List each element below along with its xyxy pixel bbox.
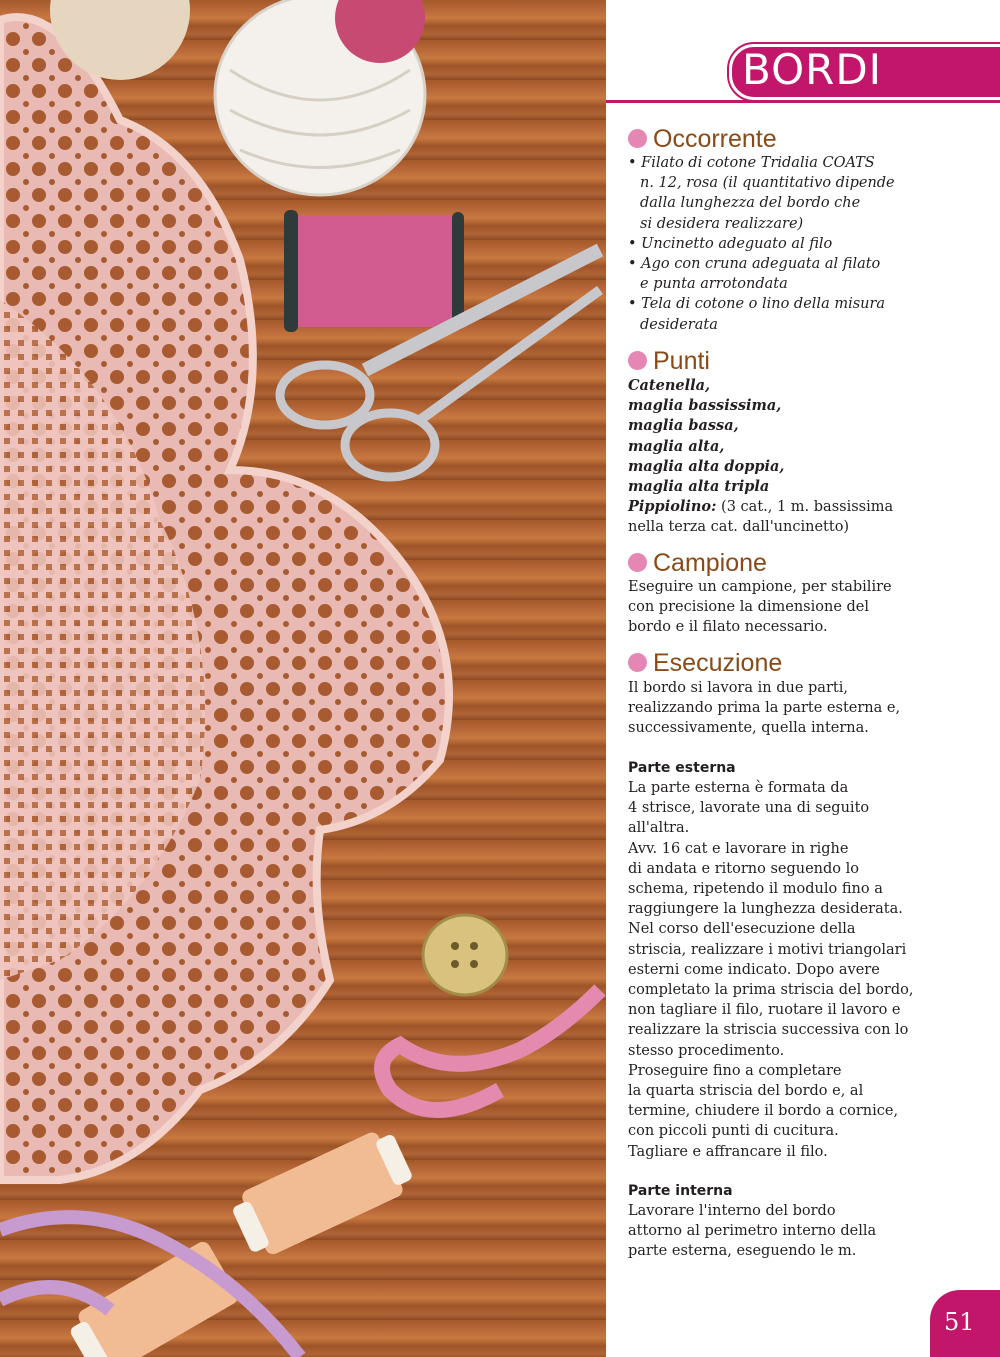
list-item: n. 12, rosa (il quantitativo dipende <box>640 175 895 192</box>
list-item: maglia alta, <box>628 437 725 455</box>
heading-parte-esterna: Parte esterna <box>628 760 736 776</box>
list-item: maglia alta tripla <box>628 478 770 496</box>
list-item: maglia alta doppia, <box>628 457 785 475</box>
campione-text: Eseguire un campione, per stabilire con precisione la dimensione del bordo e il filato necessario. <box>628 579 892 636</box>
heading-parte-interna: Parte interna <box>628 1183 733 1199</box>
bullet-dot-icon <box>628 553 647 572</box>
heading-occorrente: Occorrente <box>628 124 777 154</box>
list-item: • Uncinetto adeguato al filo <box>628 235 833 252</box>
pippiolino-label: Pippiolino: <box>628 498 717 515</box>
title-rule <box>606 100 1000 103</box>
pink-floss <box>382 990 600 1110</box>
button <box>423 915 507 995</box>
list-item: dalla lunghezza del bordo che <box>640 195 861 212</box>
heading-campione: Campione <box>628 548 767 578</box>
bullet-dot-icon <box>628 129 647 148</box>
bullet-dot-icon <box>628 653 647 672</box>
list-item: • Ago con cruna adeguata al filato <box>628 256 881 273</box>
punti-list <box>628 376 784 497</box>
list-item: maglia bassa, <box>628 417 739 435</box>
page-number: 51 <box>944 1308 975 1336</box>
bullet-dot-icon <box>628 351 647 370</box>
page-title: BORDI <box>742 45 883 94</box>
occorrente-list <box>628 153 895 335</box>
list-item: maglia bassissima, <box>628 397 782 415</box>
list-item: • Tela di cotone o lino della misura <box>628 296 886 313</box>
list-item: e punta arrotondata <box>640 276 788 293</box>
pink-thread-spool <box>288 215 458 327</box>
parte-interna-text: Lavorare l'interno del bordo attorno al perimetro interno della parte esterna, eseguendo le m. <box>628 1203 877 1260</box>
peach-thread-spool <box>227 1124 418 1263</box>
heading-esecuzione: Esecuzione <box>628 648 782 678</box>
list-item: desiderata <box>640 316 718 333</box>
list-item: Catenella, <box>628 377 711 394</box>
heading-punti: Punti <box>628 346 710 376</box>
list-item: • Filato di cotone Tridalia COATS <box>628 155 875 171</box>
list-item: si desidera realizzare) <box>640 215 804 232</box>
esecuzione-text: Il bordo si lavora in due parti, realizzando prima la parte esterna e, successivamente, quella interna. <box>628 680 901 737</box>
parte-esterna-text: La parte esterna è formata da 4 strisce, lavorate una di seguito all'altra. Avv. 16 cat e lavorare in righe di andata e ritorno seguendo lo schema, ripetendo il modulo fino a raggiungere la lunghezza desiderata. Nel corso dell'esecuzione della striscia, realizzare i motivi triangolari esterni come indicato. Dopo avere completato la prima striscia del bordo, non tagliare il filo, ruotare il lavoro e realizzare la striscia successiva con lo stesso procedimento. Proseguire fino a completare la quarta striscia del bordo e, al termine, chiudere il bordo a cornice, con piccoli punti di cucitura. Tagliare e affrancare il filo. <box>628 780 914 1160</box>
pippiolino-text: Pippiolino: (3 cat., 1 m. bassissima nella terza cat. dall'uncinetto) <box>628 498 894 536</box>
